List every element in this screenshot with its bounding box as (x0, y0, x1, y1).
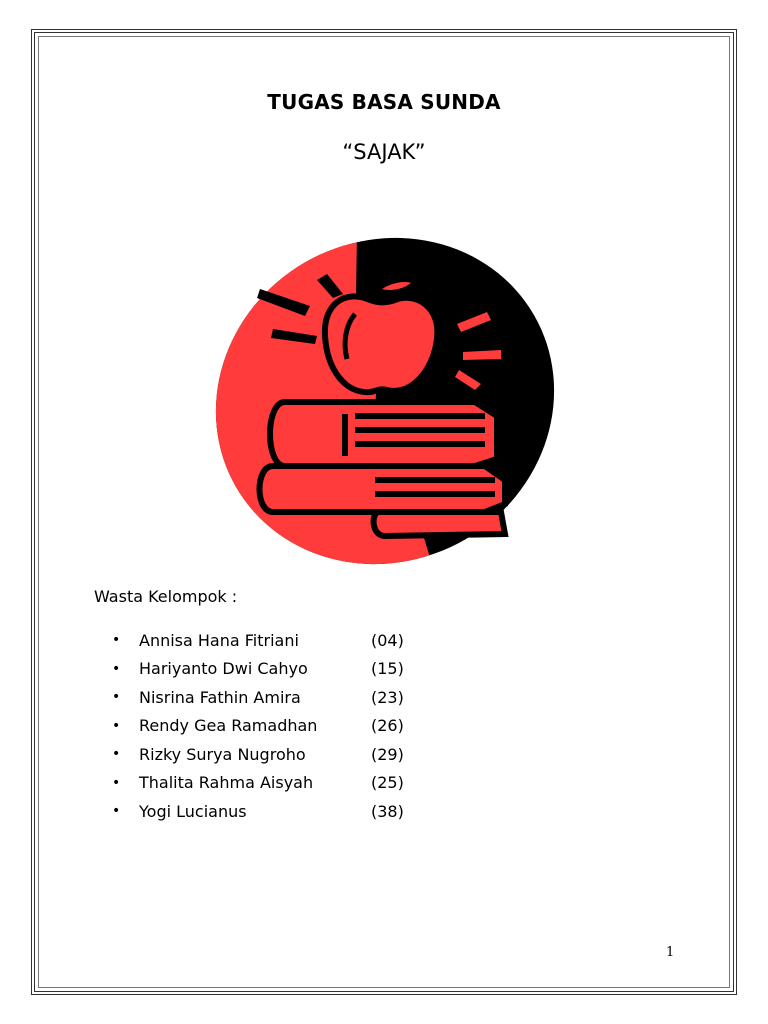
group-label: Wasta Kelompok : (94, 587, 238, 606)
member-name: Nisrina Fathin Amira (139, 687, 301, 707)
member-number: (38) (371, 801, 404, 821)
bullet: • (112, 660, 121, 677)
member-number: (15) (371, 659, 404, 679)
bullet: • (112, 774, 121, 791)
document-title: TUGAS BASA SUNDA (267, 90, 501, 114)
list-item (112, 683, 431, 712)
member-name: Annisa Hana Fitriani (139, 630, 299, 650)
member-number: (29) (371, 744, 404, 764)
list-item (112, 626, 431, 655)
member-number: (04) (371, 630, 404, 650)
list-item (112, 740, 431, 769)
list-item (112, 712, 431, 741)
member-list (112, 626, 431, 826)
member-name: Hariyanto Dwi Cahyo (139, 659, 308, 679)
member-number: (23) (371, 687, 404, 707)
list-item (112, 797, 431, 826)
apple-on-books-icon (205, 234, 565, 574)
member-name: Rendy Gea Ramadhan (139, 716, 318, 736)
member-name: Thalita Rahma Aisyah (139, 773, 314, 793)
member-number: (25) (371, 773, 404, 793)
bullet: • (112, 803, 121, 820)
member-name: Rizky Surya Nugroho (139, 744, 306, 764)
bullet: • (112, 632, 121, 649)
member-number: (26) (371, 716, 404, 736)
list-item (112, 655, 431, 684)
page-number: 1 (666, 945, 675, 960)
document-subtitle: “SAJAK” (342, 140, 426, 164)
member-name: Yogi Lucianus (139, 801, 247, 821)
bullet: • (112, 717, 121, 734)
bullet: • (112, 689, 121, 706)
bullet: • (112, 746, 121, 763)
list-item (112, 769, 431, 798)
